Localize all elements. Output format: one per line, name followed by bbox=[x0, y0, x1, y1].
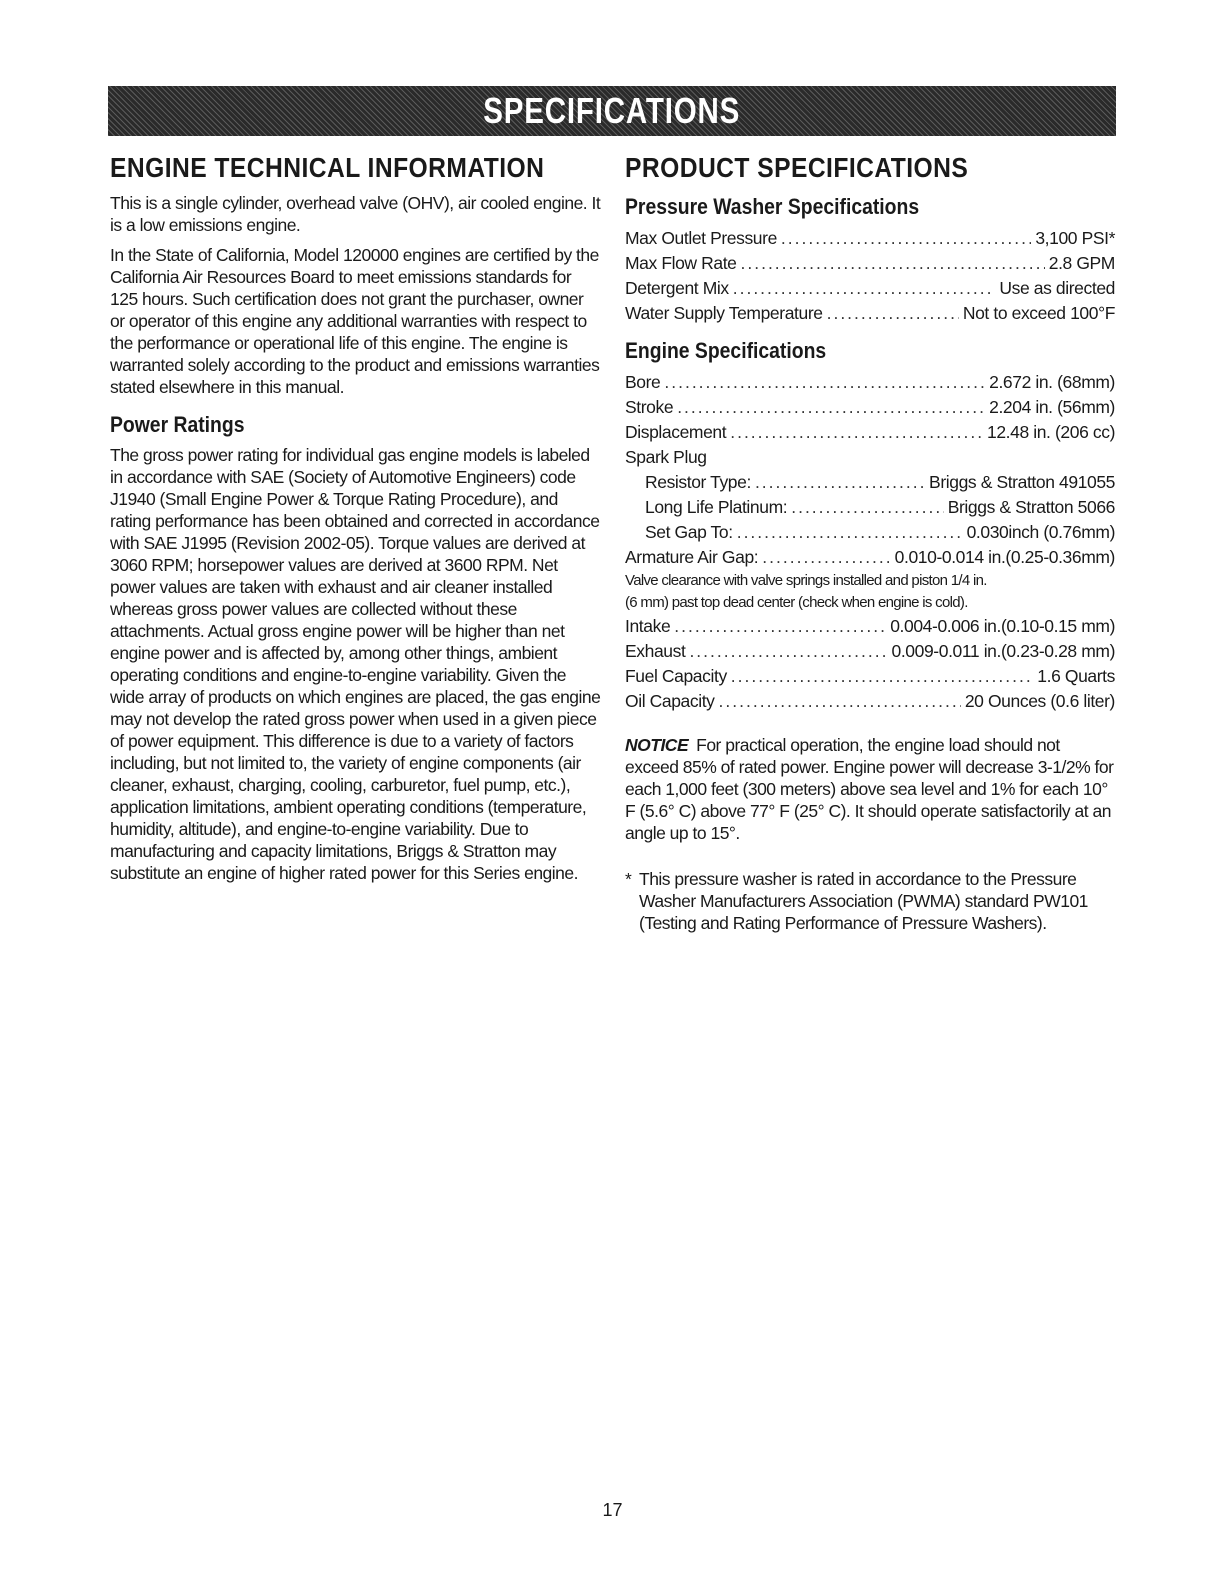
spec-label: Long Life Platinum: bbox=[645, 497, 788, 517]
spec-label: Resistor Type: bbox=[645, 472, 751, 492]
product-specs-heading: PRODUCT SPECIFICATIONS bbox=[625, 152, 969, 183]
california-paragraph: In the State of California, Model 120000 engines are certified by the California Air Resources Board to meet emissions standards for 125 hours. Such certification does not grant the purchaser, owner or operator of this engine any additional warranties with respect to the performance or operational life of this engine. The engine is warranted solely according to the product and emissions warranties stated elsewhere in this manual. bbox=[110, 245, 600, 397]
spec-label: Stroke bbox=[625, 397, 674, 417]
engine-intro-paragraph: This is a single cylinder, overhead valve (OHV), air cooled engine. It is a low emissions engine. bbox=[110, 193, 601, 235]
spark-plug-label: Spark Plug bbox=[625, 447, 707, 467]
pressure-washer-spec-list bbox=[625, 226, 1115, 326]
spec-row bbox=[625, 420, 1115, 445]
valve-clearance-note: (6 mm) past top dead center (check when engine is cold). bbox=[625, 594, 968, 611]
spec-value: 0.010-0.014 in.(0.25-0.36mm) bbox=[894, 547, 1115, 567]
engine-technical-heading: ENGINE TECHNICAL INFORMATION bbox=[110, 152, 545, 183]
spec-row bbox=[625, 395, 1115, 420]
spec-row bbox=[625, 370, 1115, 395]
spec-value: 12.48 in. (206 cc) bbox=[986, 422, 1115, 442]
dot-leader bbox=[689, 639, 887, 664]
dot-leader bbox=[791, 495, 944, 520]
spec-label: Water Supply Temperature bbox=[625, 303, 823, 323]
engine-spec-list bbox=[625, 370, 1115, 714]
spec-row bbox=[625, 614, 1115, 639]
spec-row bbox=[625, 226, 1115, 251]
spec-row bbox=[625, 520, 1115, 545]
spec-value: 0.004-0.006 in.(0.10-0.15 mm) bbox=[890, 616, 1115, 636]
dot-leader bbox=[731, 664, 1033, 689]
dot-leader bbox=[730, 420, 983, 445]
spec-label: Exhaust bbox=[625, 641, 686, 661]
spec-label: Detergent Mix bbox=[625, 278, 729, 298]
dot-leader bbox=[781, 226, 1031, 251]
spec-row bbox=[625, 689, 1115, 714]
spec-row bbox=[625, 545, 1115, 570]
spec-label: Bore bbox=[625, 372, 661, 392]
footnote bbox=[625, 868, 1115, 934]
spec-value: 2.672 in. (68mm) bbox=[989, 372, 1115, 392]
dot-leader bbox=[719, 689, 961, 714]
dot-leader bbox=[674, 614, 886, 639]
spec-value: 20 Ounces (0.6 liter) bbox=[964, 691, 1115, 711]
spec-value: Use as directed bbox=[999, 278, 1115, 298]
power-ratings-heading: Power Ratings bbox=[110, 412, 245, 437]
spec-row bbox=[625, 276, 1115, 301]
notice-label: NOTICE bbox=[625, 735, 689, 755]
spec-row bbox=[625, 301, 1115, 326]
spec-row bbox=[625, 664, 1115, 689]
spec-label: Armature Air Gap: bbox=[625, 547, 759, 567]
spec-label: Fuel Capacity bbox=[625, 666, 727, 686]
dot-leader bbox=[664, 370, 985, 395]
dot-leader bbox=[737, 520, 963, 545]
spec-value: 0.030inch (0.76mm) bbox=[966, 522, 1115, 542]
spec-label: Set Gap To: bbox=[645, 522, 733, 542]
engine-specs-heading: Engine Specifications bbox=[625, 338, 827, 363]
spec-label: Max Flow Rate bbox=[625, 253, 737, 273]
spec-row bbox=[625, 251, 1115, 276]
banner-title: SPECIFICATIONS bbox=[483, 90, 741, 131]
pressure-washer-specs-heading: Pressure Washer Specifications bbox=[625, 194, 920, 219]
spec-label: Intake bbox=[625, 616, 671, 636]
dot-leader bbox=[677, 395, 985, 420]
page-number: 17 bbox=[602, 1500, 623, 1520]
dot-leader bbox=[741, 251, 1045, 276]
spec-value: Not to exceed 100°F bbox=[962, 303, 1115, 323]
dot-leader bbox=[755, 470, 925, 495]
spec-value: 1.6 Quarts bbox=[1037, 666, 1115, 686]
spec-row bbox=[625, 470, 1115, 495]
section-banner bbox=[108, 86, 1116, 136]
spec-label: Oil Capacity bbox=[625, 691, 715, 711]
spec-value: 3,100 PSI* bbox=[1035, 228, 1115, 248]
footnote-text: This pressure washer is rated in accordance to the Pressure Washer Manufacturers Association (PWMA) standard PW101 (Testing and Rating Performance of Pressure Washers). bbox=[639, 869, 1088, 933]
notice-text: For practical operation, the engine load should not exceed 85% of rated power. Engine power will decrease 3-1/2% for each 1,000 feet (300 meters) above sea level and 1% for each 10° F (5.6° C) above 77° F (25° C). It should operate satisfactorily at an angle up to 15°. bbox=[625, 735, 1114, 843]
notice-block bbox=[625, 734, 1115, 844]
spec-row bbox=[625, 495, 1115, 520]
right-column bbox=[625, 152, 1115, 934]
spec-value: Briggs & Stratton 491055 bbox=[929, 472, 1115, 492]
spec-label: Max Outlet Pressure bbox=[625, 228, 777, 248]
power-ratings-paragraph: The gross power rating for individual gas engine models is labeled in accordance with SAE (Society of Automotive Engineers) code J1940 (Small Engine Power & Torque Rating Procedure), and rating performance has been obtained and corrected in accordance with SAE J1995 (Revision 2002-05). Torque values are derived at 3060 RPM; horsepower values are derived at 3600 RPM. Net power values are taken with exhaust and air cleaner installed whereas gross power values are collected without these attachments. Actual gross engine power will be higher than net engine power and is affected by, among other things, ambient operating conditions and engine-to-engine variability. Given the wide array of products on which engines are placed, the gas engine may not develop the rated gross power when used in a given piece of power equipment. This difference is due to a variety of factors including, but not limited to, the variety of engine components (air cleaner, exhaust, charging, cooling, carburetor, fuel pump, etc.), application limitations, ambient operating conditions (temperature, humidity, altitude), and engine-to-engine variability. Due to manufacturing and capacity limitations, Briggs & Stratton may substitute an engine of higher rated power for this Series engine. bbox=[110, 445, 601, 883]
dot-leader bbox=[827, 301, 959, 326]
dot-leader bbox=[762, 545, 890, 570]
footnote-mark: * bbox=[625, 869, 632, 889]
spec-value: 0.009-0.011 in.(0.23-0.28 mm) bbox=[891, 641, 1115, 661]
spec-value: 2.204 in. (56mm) bbox=[989, 397, 1115, 417]
valve-clearance-note: Valve clearance with valve springs installed and piston 1/4 in. bbox=[625, 572, 987, 589]
left-column bbox=[110, 152, 602, 892]
spec-value: Briggs & Stratton 5066 bbox=[947, 497, 1115, 517]
spec-label: Displacement bbox=[625, 422, 727, 442]
spec-row bbox=[625, 639, 1115, 664]
spec-value: 2.8 GPM bbox=[1048, 253, 1115, 273]
dot-leader bbox=[733, 276, 996, 301]
